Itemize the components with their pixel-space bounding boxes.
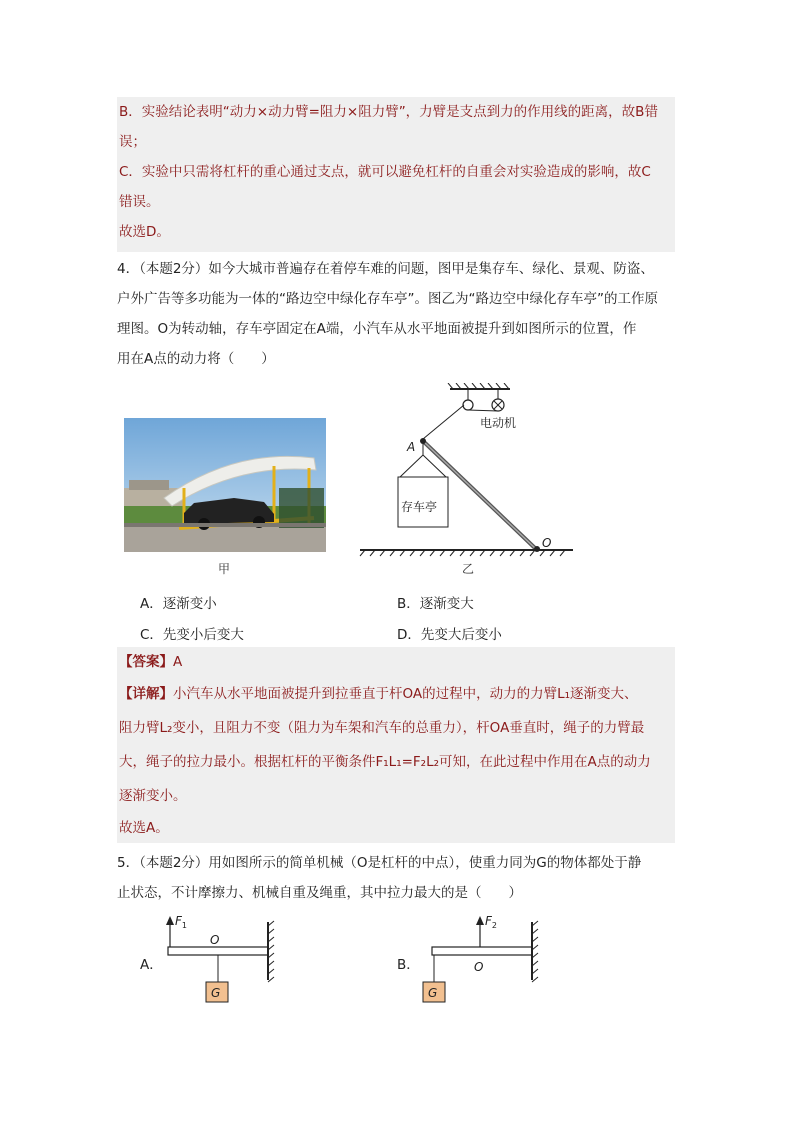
force-label: F (485, 914, 492, 928)
detail-line: 阻力臂L₂变小，且阻力不变（阻力为车架和汽车的总重力），杆OA垂直时，绳子的力臂最 (119, 720, 645, 736)
prev-answer-block (117, 97, 675, 252)
option-a[interactable]: A．逐渐变小 (140, 596, 217, 612)
answer-line (117, 647, 675, 677)
question-line: 4．（本题2分）如今大城市普遍存在着停车难的问题，图甲是集存车、绿化、景观、防盗、 (117, 261, 654, 277)
figure-jia-photo (124, 418, 326, 552)
detail-line (117, 677, 675, 711)
force-subscript: 2 (491, 921, 497, 930)
force-label: F (175, 914, 182, 928)
weight-label: G (428, 986, 438, 1000)
answer-tag: 【答案】 (119, 654, 173, 670)
question-line: 户外广告等多功能为一体的“路边空中绿化存车亭”。图乙为“路边空中绿化存车亭”的工作原 (117, 291, 658, 307)
q4-answer-block (117, 647, 675, 843)
q5-figure-b (418, 910, 548, 1005)
weight-label: G (211, 986, 221, 1000)
booth-label: 存车亭 (401, 500, 438, 514)
option-b[interactable]: B．逐渐变大 (397, 596, 474, 612)
q5-figure-a (160, 910, 280, 1005)
pivot-label: O (210, 933, 220, 947)
detail-tag: 【详解】 (119, 686, 173, 702)
option-c[interactable]: C．先变小后变大 (140, 627, 244, 643)
question-line: 理图。O为转动轴，存车亭固定在A端，小汽车从水平地面被提升到如图所示的位置，作 (117, 321, 637, 337)
answer-line: C．实验中只需将杠杆的重心通过支点，就可以避免杠杆的自重会对实验造成的影响，故C (119, 164, 651, 180)
force-subscript: 1 (181, 921, 187, 930)
svg-text:F2 (485, 914, 497, 930)
detail-line: 故选A。 (119, 820, 169, 836)
question-5-text (117, 848, 677, 908)
answer-line: B．实验结论表明“动力×动力臂=阻力×阻力臂”，力臂是支点到力的作用线的距离，故B错 (119, 104, 658, 120)
q5-option-b-label[interactable]: B． (397, 957, 420, 973)
point-o-label: O (542, 536, 552, 550)
question-line: 用在A点的动力将（ ） (117, 351, 275, 367)
answer-line: 错误。 (119, 194, 160, 210)
pivot-label: O (474, 960, 484, 974)
question-line: 止状态，不计摩擦力、机械自重及绳重，其中拉力最大的是（ ） (117, 885, 522, 901)
question-4-text (117, 254, 677, 374)
answer-line: 误； (119, 134, 146, 150)
question-line: 5．（本题2分）用如图所示的简单机械（O是杠杆的中点），使重力同为G的物体都处于静 (117, 855, 642, 871)
point-a-label: A (407, 440, 416, 454)
q5-option-a-label[interactable]: A． (140, 957, 163, 973)
motor-label: 电动机 (480, 416, 517, 430)
figure-yi-caption: 乙 (462, 562, 475, 576)
answer-line: 故选D。 (119, 224, 170, 240)
detail-line: 逐渐变小。 (119, 788, 187, 804)
detail-line: 大，绳子的拉力最小。根据杠杆的平衡条件F₁L₁=F₂L₂可知，在此过程中作用在A点的动力 (119, 754, 651, 770)
figure-jia-caption: 甲 (218, 562, 231, 576)
answer-value: A (173, 654, 183, 670)
option-d[interactable]: D．先变大后变小 (397, 627, 502, 643)
detail-text: 小汽车从水平地面被提升到拉垂直于杆OA的过程中，动力的力臂L₁逐渐变大、 (173, 686, 638, 702)
figure-yi-diagram (355, 383, 580, 563)
svg-text:F1 (175, 914, 187, 930)
